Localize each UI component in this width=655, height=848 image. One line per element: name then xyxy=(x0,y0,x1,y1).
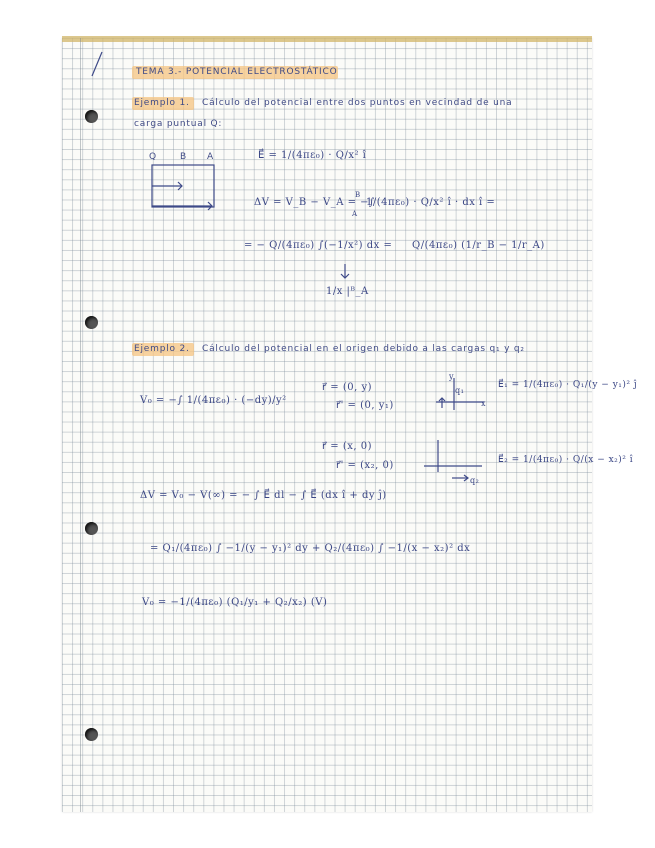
axis-label-y: y xyxy=(449,372,455,381)
eq-expand: = Q₁/(4πε₀) ∫ −1/(y − y₁)² dy + Q₂/(4πε₀) ∫ −1/(x − x₂)² dx xyxy=(150,543,471,554)
example1-label: Ejemplo 1. xyxy=(134,98,190,108)
example1-text-line1: Cálculo del potencial entre dos puntos en vecindad de una xyxy=(202,98,513,108)
axis-label-x: x xyxy=(481,399,487,408)
eq-dv-limit-a: A xyxy=(352,210,358,218)
case-b-rprime: r⃗' = (x₂, 0) xyxy=(336,460,394,471)
page-top-strip xyxy=(62,36,592,42)
eq-note: 1/x |ᴮ_A xyxy=(326,286,369,297)
page-title: TEMA 3.- POTENCIAL ELECTROSTÁTICO xyxy=(136,67,338,77)
case-a-rprime: r⃗' = (0, y₁) xyxy=(336,400,394,411)
example1-text-line2: carga puntual Q: xyxy=(134,119,223,129)
eq-dv-lhs: ΔV = V_B − V_A = −∫ xyxy=(254,197,375,208)
axis-label-q1: q₁ xyxy=(455,386,465,395)
binder-hole-2 xyxy=(85,316,98,329)
field-e2: E⃗₂ = 1/(4πε₀) · Q/(x − x₂)² î xyxy=(498,455,634,465)
case-b-r: r⃗ = (x, 0) xyxy=(322,441,373,452)
eq-dv-integrand: 1/(4πε₀) · Q/x² î · dx î = xyxy=(366,197,496,208)
axes-sketch-2 xyxy=(420,438,490,488)
charge-diagram xyxy=(148,162,220,212)
example2-text: Cálculo del potencial en el origen debido a las cargas q₁ y q₂ xyxy=(202,344,525,354)
case-a-r: r⃗ = (0, y) xyxy=(322,382,373,393)
eq-dv-limit-b: B xyxy=(355,191,361,199)
binder-hole-4 xyxy=(85,728,98,741)
binder-hole-3 xyxy=(85,522,98,535)
eq-dv-example2: ΔV = V₀ − V(∞) = − ∫ E⃗ dl − ∫ E⃗ (dx î + dy ĵ) xyxy=(140,490,387,501)
down-arrow xyxy=(338,262,352,282)
axis-label-q2: q₂ xyxy=(470,476,480,485)
margin-mark xyxy=(88,50,108,80)
field-e1: E⃗₁ = 1/(4πε₀) · Q₁/(y − y₁)² ĵ xyxy=(498,380,638,390)
diagram-label-q: Q xyxy=(149,152,157,162)
diagram-label-a: A xyxy=(207,152,214,162)
margin-line xyxy=(80,38,81,812)
eq-result-lhs: = − Q/(4πε₀) ∫(−1/x²) dx = xyxy=(244,240,393,251)
diagram-label-b: B xyxy=(180,152,187,162)
eq-field: E⃗ = 1/(4πε₀) · Q/x² î xyxy=(258,150,367,161)
eq-result-rhs: Q/(4πε₀) (1/r_B − 1/r_A) xyxy=(412,240,545,251)
example2-label: Ejemplo 2. xyxy=(134,344,190,354)
binder-hole-1 xyxy=(85,110,98,123)
eq-v0: V₀ = −∫ 1/(4πε₀) · (−dy)/y² xyxy=(140,395,287,406)
eq-final: V₀ = −1/(4πε₀) (Q₁/y₁ + Q₂/x₂) (V) xyxy=(142,597,328,608)
